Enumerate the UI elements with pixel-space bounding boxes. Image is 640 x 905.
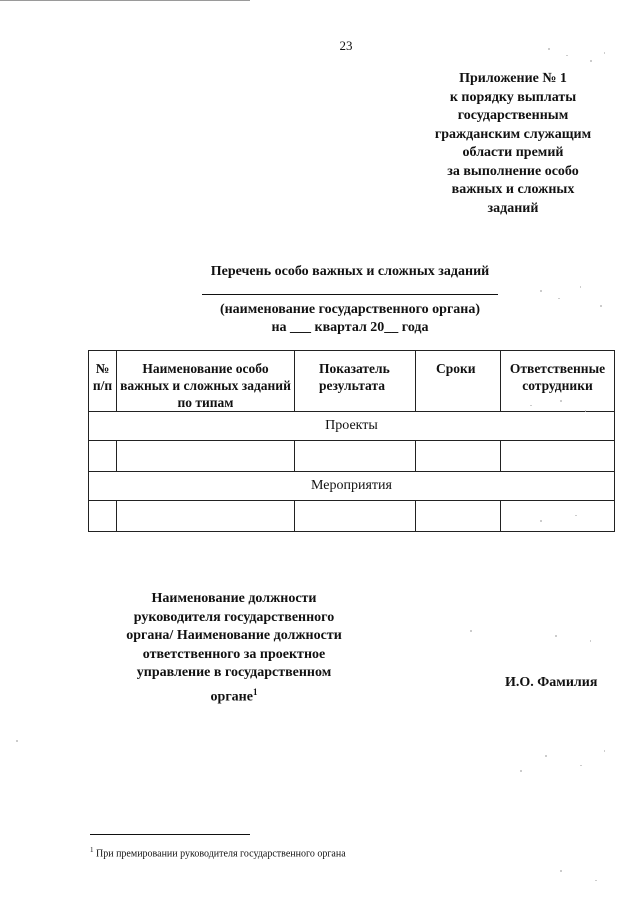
- table-row: [89, 501, 615, 532]
- table-cell: [416, 501, 501, 532]
- position-line: руководителя государственного: [133, 609, 335, 625]
- quarter-line: на ___ квартал 20__ года: [271, 320, 429, 335]
- appendix-line: Приложение № 1: [459, 71, 567, 86]
- position-line-text: органе: [210, 689, 253, 705]
- position-line: [108, 683, 360, 707]
- col-header-number: № п/п: [89, 351, 117, 412]
- section-row-projects: [89, 412, 615, 441]
- table-cell: [416, 441, 501, 472]
- org-name-caption: (наименование государственного органа): [219, 302, 481, 317]
- table-header-row: [89, 351, 615, 412]
- col-header-responsible: Ответственные сотрудники: [501, 351, 615, 412]
- table-row: [89, 441, 615, 472]
- table-cell: [117, 441, 295, 472]
- org-name-blank-line: [202, 294, 498, 295]
- col-header-indicator: Показатель результата: [295, 351, 416, 412]
- footnote: [90, 846, 490, 859]
- appendix-line: области премий: [462, 145, 564, 160]
- position-line: ответственного за проектное: [142, 646, 326, 662]
- position-line: органа/ Наименование должности: [126, 628, 342, 643]
- appendix-line: заданий: [487, 200, 539, 216]
- appendix-line: гражданским служащим: [434, 126, 592, 142]
- table-cell: [501, 441, 615, 472]
- table-cell: [295, 501, 416, 532]
- table-cell: [295, 441, 416, 472]
- table-cell: [89, 501, 117, 532]
- appendix-line: за выполнение особо: [447, 163, 579, 179]
- list-title: Перечень особо важных и сложных заданий: [210, 264, 490, 279]
- appendix-header: [418, 70, 608, 218]
- signatory-position: [108, 590, 360, 707]
- section-label: Проекты: [89, 412, 615, 441]
- footnote-rule: [90, 834, 250, 835]
- position-line: управление в государственном: [136, 665, 332, 680]
- page-number: 23: [339, 38, 353, 53]
- appendix-line: важных и сложных: [451, 182, 575, 197]
- footnote-text: При премировании руководителя государственного органа: [96, 848, 346, 860]
- footnote-reference: 1: [252, 686, 258, 697]
- col-header-deadline: Сроки: [416, 351, 501, 412]
- footnote-mark: 1: [90, 846, 94, 854]
- appendix-line: государственным: [457, 108, 569, 123]
- position-line: Наименование должности: [151, 591, 317, 606]
- col-header-task-name: Наименование особо важных и сложных заданий по типам: [117, 351, 295, 412]
- signatory-name: И.О. Фамилия: [505, 675, 598, 690]
- section-label: Мероприятия: [89, 472, 615, 501]
- table-cell: [501, 501, 615, 532]
- section-row-events: [89, 472, 615, 501]
- tasks-table: [88, 350, 615, 532]
- table-cell: [117, 501, 295, 532]
- appendix-line: к порядку выплаты: [449, 89, 577, 105]
- top-rule: [0, 0, 250, 1]
- table-cell: [89, 441, 117, 472]
